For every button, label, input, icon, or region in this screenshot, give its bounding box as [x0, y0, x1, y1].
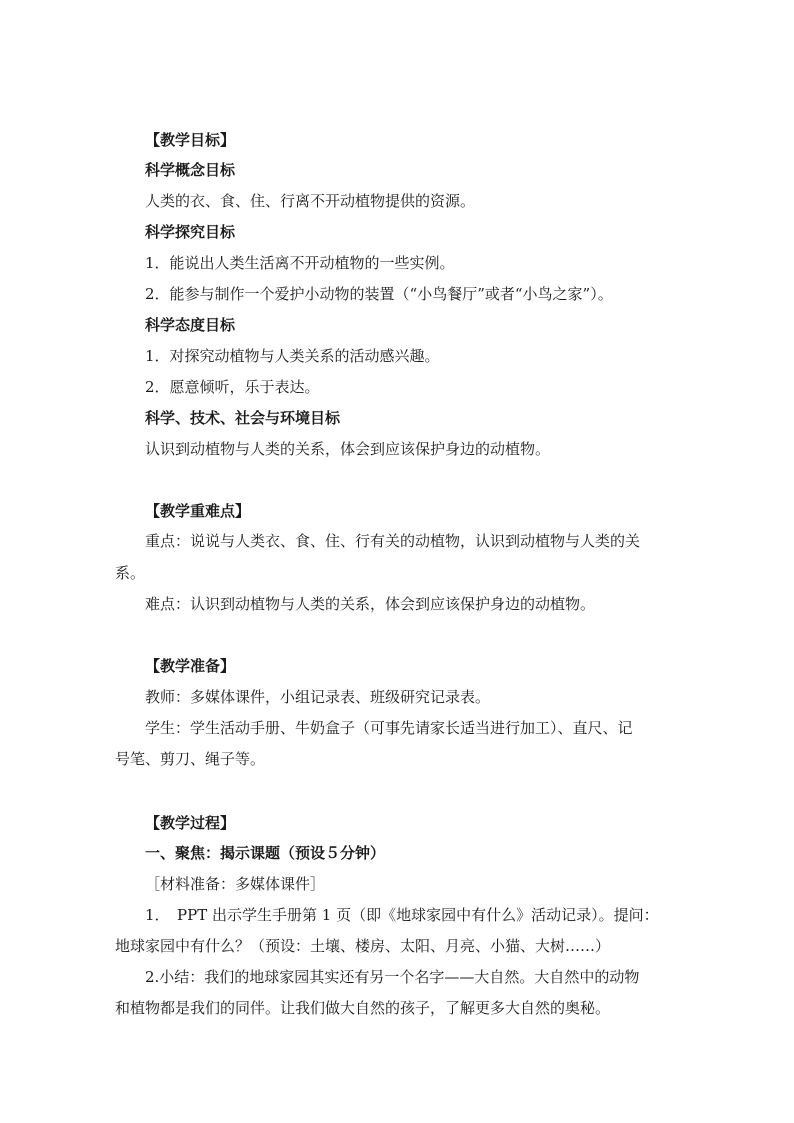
attitude-goal-title: 科学态度目标: [145, 316, 236, 334]
process-item-1-line-2: 地球家园中有什么？（预设：土壤、楼房、太阳、月亮、小猫、大树……）: [115, 937, 611, 955]
student-preparation-line-1: 学生：学生活动手册、牛奶盒子（可事先请家长适当进行加工）、直尺、记: [145, 719, 633, 737]
inquiry-goal-item-1: 1．能说出人类生活离不开动植物的一些实例。: [145, 254, 455, 272]
difficulty-text: 难点：认识到动植物与人类的关系，体会到应该保护身边的动植物。: [145, 595, 596, 613]
section-header-goals: 【教学目标】: [145, 131, 236, 149]
process-item-2-line-1: 2.小结：我们的地球家园其实还有另一个名字——大自然。大自然中的动物: [145, 968, 640, 986]
section-header-preparation: 【教学准备】: [145, 657, 236, 675]
focus-text-line-2: 系。: [115, 564, 146, 582]
teacher-preparation: 教师：多媒体课件，小组记录表、班级研究记录表。: [145, 688, 491, 706]
inquiry-goal-title: 科学探究目标: [145, 223, 236, 241]
section-header-key-points: 【教学重难点】: [145, 502, 251, 520]
focus-text-line-1: 重点：说说与人类衣、食、住、行有关的动植物，认识到动植物与人类的关: [145, 532, 641, 550]
attitude-goal-item-2: 2．愿意倾听，乐于表达。: [145, 378, 320, 396]
process-item-2-line-2: 和植物都是我们的同伴。让我们做大自然的孩子，了解更多大自然的奥秘。: [115, 999, 611, 1017]
student-preparation-line-2: 号笔、剪刀、绳子等。: [115, 750, 266, 768]
materials-note: ［材料准备：多媒体课件］: [145, 875, 326, 893]
step-1-title: 一、聚焦：揭示课题（预设５分钟）: [145, 844, 386, 862]
section-header-process: 【教学过程】: [145, 814, 236, 832]
attitude-goal-item-1: 1．对探究动植物与人类关系的活动感兴趣。: [145, 347, 440, 365]
stse-goal-text: 认识到动植物与人类的关系，体会到应该保护身边的动植物。: [145, 440, 551, 458]
stse-goal-title: 科学、技术、社会与环境目标: [145, 409, 341, 427]
process-item-1-line-1: 1． PPT 出示学生手册第 1 页（即《地球家园中有什么》活动记录）。提问：: [145, 906, 659, 924]
inquiry-goal-item-2: 2．能参与制作一个爱护小动物的装置（“小鸟餐厅”或者“小鸟之家”）。: [145, 285, 613, 303]
concept-goal-text: 人类的衣、食、住、行离不开动植物提供的资源。: [145, 192, 476, 210]
concept-goal-title: 科学概念目标: [145, 161, 236, 179]
